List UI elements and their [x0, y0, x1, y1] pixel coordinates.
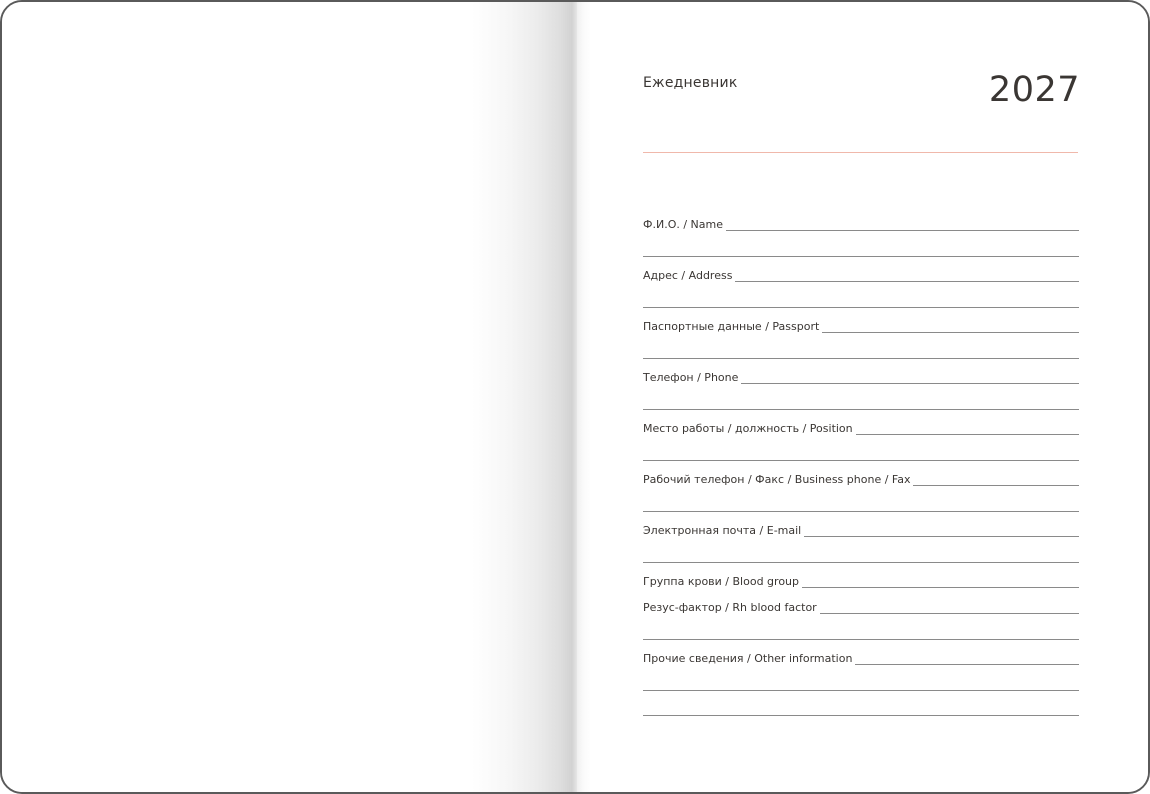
- business-phone-line-extra[interactable]: [643, 511, 1079, 512]
- blood-group-label: Группа крови / Blood group: [643, 575, 802, 588]
- right-page: [577, 2, 1148, 792]
- name-label: Ф.И.О. / Name: [643, 218, 726, 231]
- email-label: Электронная почта / E-mail: [643, 524, 804, 537]
- address-label: Адрес / Address: [643, 269, 735, 282]
- position-label: Место работы / должность / Position: [643, 422, 856, 435]
- position-line-extra[interactable]: [643, 460, 1079, 461]
- diary-year: 2027: [988, 70, 1080, 110]
- passport-label: Паспортные данные / Passport: [643, 320, 822, 333]
- other-label: Прочие сведения / Other information: [643, 652, 855, 665]
- rh-factor-label: Резус-фактор / Rh blood factor: [643, 601, 820, 614]
- other-line-extra-2[interactable]: [643, 715, 1079, 716]
- email-line-extra[interactable]: [643, 562, 1079, 563]
- address-line-extra[interactable]: [643, 307, 1079, 308]
- other-line-extra-1[interactable]: [643, 690, 1079, 691]
- left-page: [2, 2, 577, 792]
- diary-title: Ежедневник: [643, 75, 738, 91]
- business-phone-label: Рабочий телефон / Факс / Business phone / Fax: [643, 473, 913, 486]
- rh-factor-line-extra[interactable]: [643, 639, 1079, 640]
- accent-rule: [643, 152, 1078, 153]
- name-line-extra[interactable]: [643, 256, 1079, 257]
- phone-line-extra[interactable]: [643, 409, 1079, 410]
- passport-line-extra[interactable]: [643, 358, 1079, 359]
- phone-label: Телефон / Phone: [643, 371, 741, 384]
